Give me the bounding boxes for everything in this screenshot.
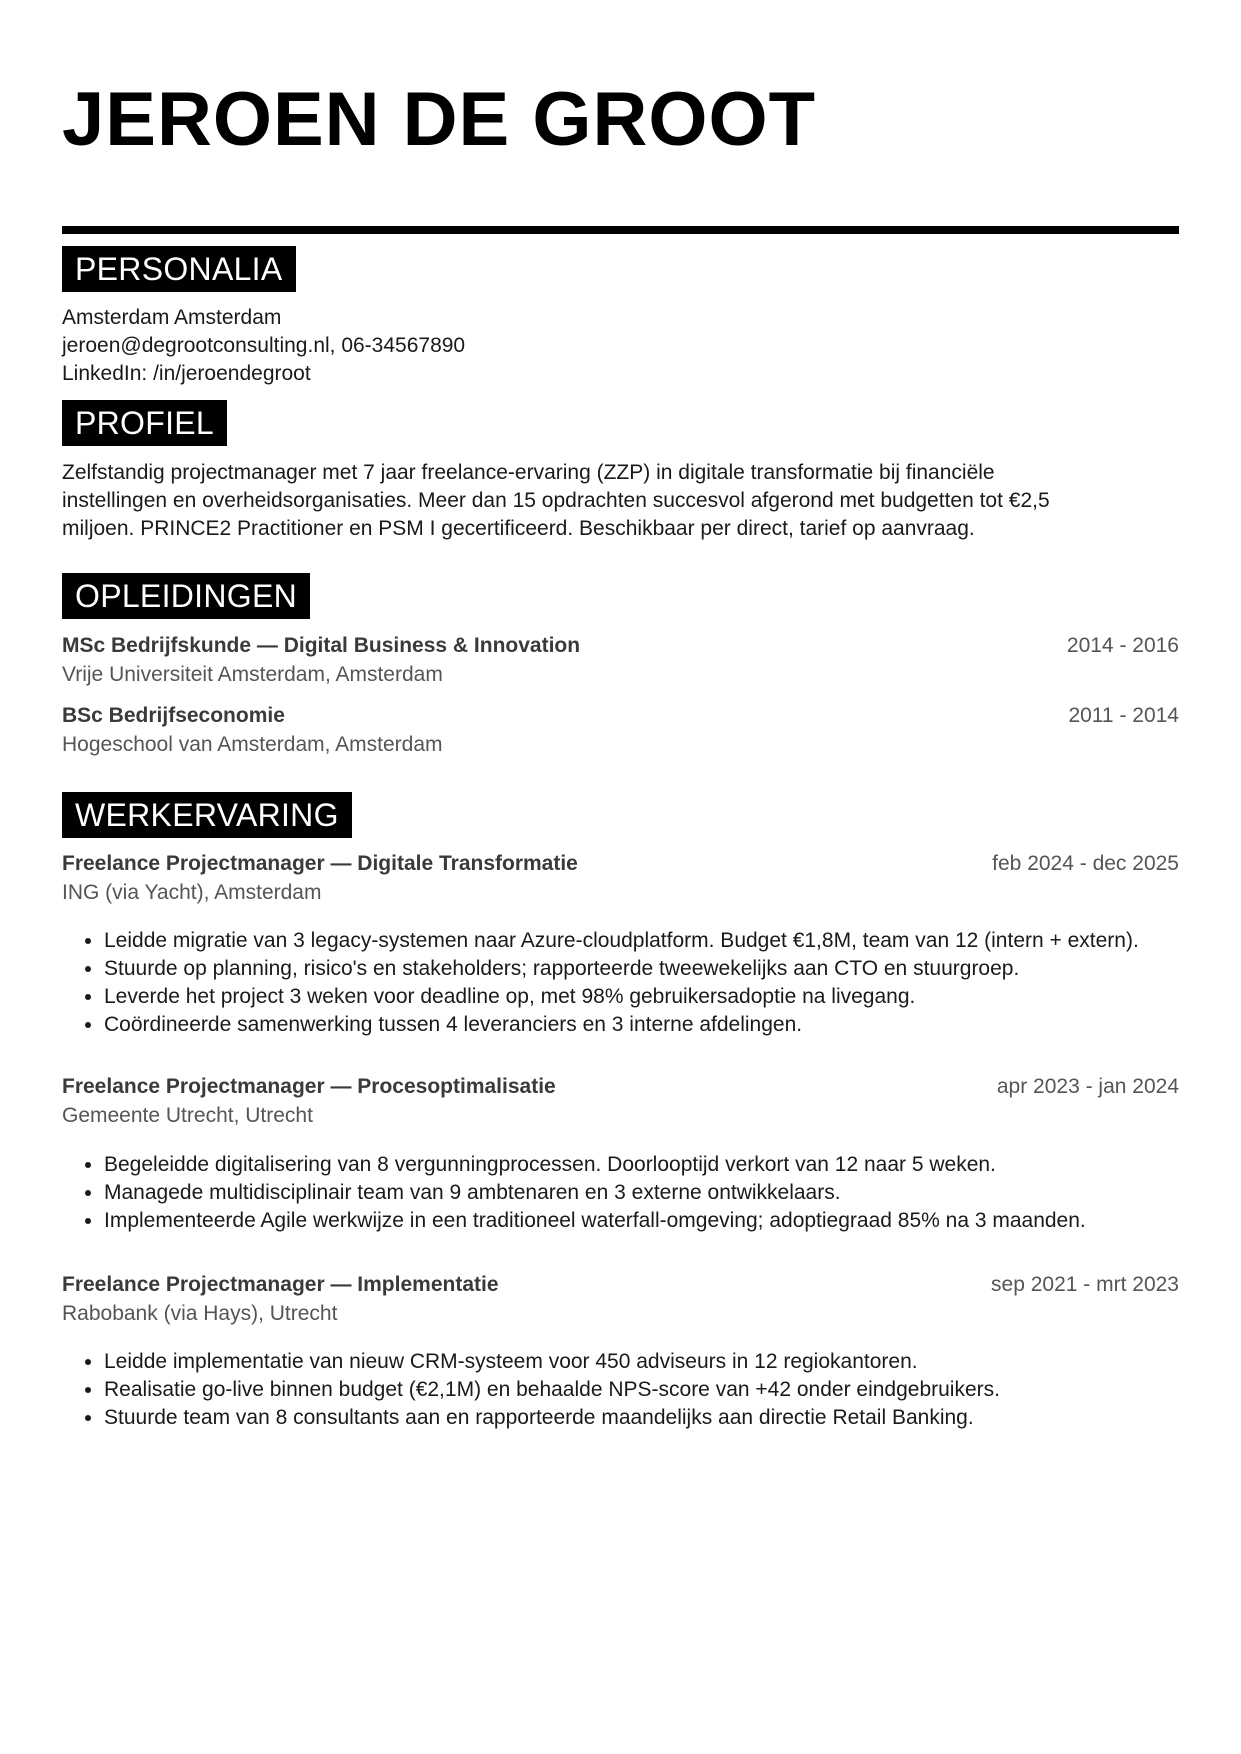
work-bullets	[62, 1348, 1204, 1432]
education-entry	[62, 702, 1179, 759]
personalia-linkedin: LinkedIn: /in/jeroendegroot	[62, 362, 311, 385]
work-date: sep 2021 - mrt 2023	[991, 1273, 1179, 1296]
work-date: feb 2024 - dec 2025	[992, 852, 1179, 875]
profiel-text	[62, 459, 1179, 543]
work-bullet: • Leidde implementatie van nieuw CRM-systeem voor 450 adviseurs in 12 regiokantoren.	[104, 1348, 1204, 1376]
work-title: Freelance Projectmanager — Procesoptimalisatie	[62, 1075, 556, 1098]
work-bullet: • Realisatie go-live binnen budget (€2,1M) en behaalde NPS-score van +42 onder eindgebruikers.	[104, 1376, 1204, 1404]
work-bullet: • Managede multidisciplinair team van 9 ambtenaren en 3 externe ontwikkelaars.	[104, 1179, 1204, 1207]
profiel-line: miljoen. PRINCE2 Practitioner en PSM I gecertificeerd. Beschikbaar per direct, tarief op aanvraag.	[62, 517, 975, 540]
personalia-location: Amsterdam Amsterdam	[62, 306, 282, 329]
education-title: BSc Bedrijfseconomie	[62, 704, 285, 727]
section-title-personalia: PERSONALIA	[62, 246, 296, 292]
work-company: Gemeente Utrecht, Utrecht	[62, 1104, 313, 1127]
education-date: 2014 - 2016	[1066, 634, 1179, 657]
work-company: Rabobank (via Hays), Utrecht	[62, 1302, 338, 1325]
education-institution: Hogeschool van Amsterdam, Amsterdam	[62, 733, 443, 756]
work-bullets	[62, 927, 1204, 1039]
work-bullet: • Begeleidde digitalisering van 8 vergunningprocessen. Doorlooptijd verkort van 12 naar 5 weken.	[104, 1151, 1204, 1179]
education-entry	[62, 632, 1179, 689]
profiel-line: Zelfstandig projectmanager met 7 jaar freelance-ervaring (ZZP) in digitale transformatie bij financiële	[62, 461, 995, 484]
work-bullet: • Coördineerde samenwerking tussen 4 leveranciers en 3 interne afdelingen.	[104, 1011, 1204, 1039]
work-title: Freelance Projectmanager — Digitale Transformatie	[62, 852, 578, 875]
profiel-line: instellingen en overheidsorganisaties. Meer dan 15 opdrachten succesvol afgerond met budgetten tot €2,5	[62, 489, 1050, 512]
education-title: MSc Bedrijfskunde — Digital Business & Innovation	[62, 634, 581, 657]
work-bullet: • Stuurde team van 8 consultants aan en rapporteerde maandelijks aan directie Retail Banking.	[104, 1404, 1204, 1432]
work-bullets	[62, 1151, 1204, 1235]
work-title: Freelance Projectmanager — Implementatie	[62, 1273, 499, 1296]
section-title-werkervaring: WERKERVARING	[62, 792, 352, 838]
work-date: apr 2023 - jan 2024	[996, 1075, 1179, 1098]
header-divider	[62, 226, 1179, 234]
education-date: 2011 - 2014	[1068, 704, 1179, 727]
work-entry	[62, 850, 1179, 907]
section-title-opleidingen: OPLEIDINGEN	[62, 573, 310, 619]
work-company: ING (via Yacht), Amsterdam	[62, 881, 322, 904]
personalia-contact: jeroen@degrootconsulting.nl, 06-34567890	[62, 334, 466, 357]
section-title-profiel: PROFIEL	[62, 400, 227, 446]
work-bullet: • Leidde migratie van 3 legacy-systemen naar Azure-cloudplatform. Budget €1,8M, team van 12 (intern + extern).	[104, 927, 1204, 955]
work-entry	[62, 1271, 1179, 1328]
education-institution: Vrije Universiteit Amsterdam, Amsterdam	[62, 663, 443, 686]
work-bullet: • Implementeerde Agile werkwijze in een traditioneel waterfall-omgeving; adoptiegraad 85% na 3 maanden.	[104, 1207, 1204, 1235]
personalia-block	[62, 304, 1179, 388]
candidate-name: JEROEN DE GROOT	[62, 77, 816, 162]
work-bullet: • Leverde het project 3 weken voor deadline op, met 98% gebruikersadoptie na livegang.	[104, 983, 1204, 1011]
work-entry	[62, 1073, 1179, 1130]
work-bullet: • Stuurde op planning, risico's en stakeholders; rapporteerde tweewekelijks aan CTO en stuurgroep.	[104, 955, 1204, 983]
